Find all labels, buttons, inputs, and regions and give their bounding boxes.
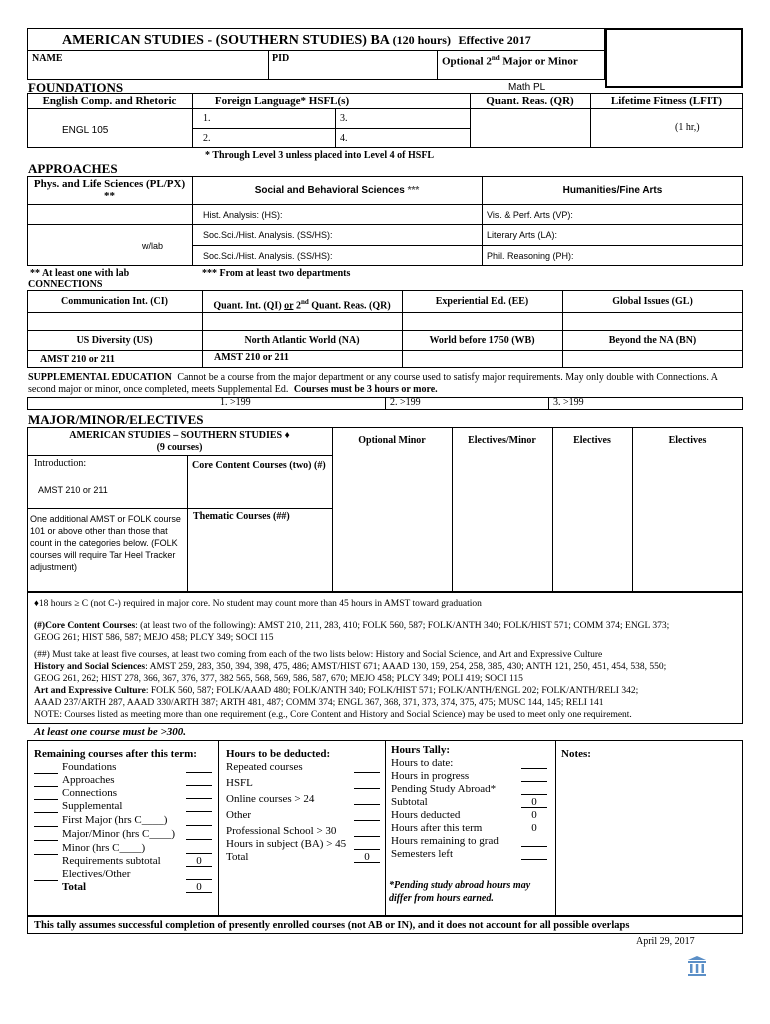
notes-label: Notes: (561, 748, 591, 760)
supp-slot-1: 1. >199 (220, 397, 251, 408)
conn-beyond-na: Beyond the NA (BN) (608, 335, 697, 346)
blank-left[interactable] (34, 762, 58, 774)
quant-reasoning-header: Quant. Reas. (QR) (486, 95, 574, 107)
sb-header-stars: *** (407, 185, 420, 196)
optional-major-label: Optional 2nd Major or Minor (442, 54, 578, 68)
approaches-title: APPROACHES (28, 161, 118, 176)
hours-in-progress-value[interactable] (521, 770, 547, 782)
blank-left[interactable] (34, 869, 58, 881)
total-value: 0 (186, 881, 212, 893)
blank-left[interactable] (34, 843, 58, 855)
hours-tally-title: Hours Tally: (391, 744, 450, 756)
thematic-label: Thematic Courses (##) (193, 511, 290, 522)
program-header: AMERICAN STUDIES – SOUTHERN STUDIES ♦ (69, 430, 290, 441)
remaining-major-minor: Major/Minor (hrs C____) (34, 828, 216, 842)
blank-right[interactable] (354, 777, 380, 789)
lfit-hours: (1 hr,) (675, 122, 700, 133)
deducted-total: Total 0 (226, 851, 382, 864)
sb-hist-analysis: Hist. Analysis: (HS): (203, 210, 283, 220)
title-hours: (120 hours) (392, 33, 451, 47)
footer-date: April 29, 2017 (636, 936, 695, 947)
blank-right[interactable] (186, 868, 212, 880)
assumption-text: This tally assumes successful completion of presently enrolled courses (not AB or IN), and it does not account for all possible overlaps (34, 920, 630, 931)
title-main: AMERICAN STUDIES - (SOUTHERN STUDIES) BA (62, 33, 390, 48)
core-content-courses-text: : (at least two of the following): AMST 210, 211, 283, 410; FOLK 560, 587; FOLK/ANTH 340; FOLK/HIST 571; COMM 374; ENGL 373; (135, 621, 670, 631)
blank-right[interactable] (354, 793, 380, 805)
note-core-content (34, 620, 669, 632)
blank-right[interactable] (186, 787, 212, 799)
major-title: MAJOR/MINOR/ELECTIVES (28, 412, 204, 427)
blank-left[interactable] (34, 775, 58, 787)
blank-right[interactable] (354, 838, 380, 850)
electives-header-2: Electives (668, 435, 707, 446)
ha-literary-arts: Literary Arts (LA): (487, 230, 558, 240)
deducted-subject: Hours in subject (BA) > 45 (226, 838, 382, 851)
deducted-other: Other (226, 809, 382, 825)
foreign-language-header: Foreign Language* HSFL(s) (214, 95, 350, 107)
supplemental-text2b: Courses must be 3 hours or more. (293, 384, 438, 395)
electives-header-1: Electives (573, 435, 611, 446)
english-comp-header: English Comp. and Rhetoric (42, 95, 177, 107)
remaining-connections: Connections (34, 787, 216, 800)
note-300-level: At least one course must be >300. (34, 726, 187, 738)
foundations-title: FOUNDATIONS (28, 80, 124, 95)
requirements-subtotal: Requirements subtotal 0 (34, 855, 216, 868)
sb-soc-sci-1: Soc.Sci./Hist. Analysis. (SS/HS): (203, 230, 333, 240)
semesters-left: Semesters left (391, 848, 551, 861)
remaining-approaches: Approaches (34, 774, 216, 787)
fl-slot-3: 3. (340, 113, 348, 124)
note-core-content-2: GEOG 261; HIST 586, 587; MEJO 458; PLCY 349; SOCI 115 (34, 633, 274, 643)
core-content-courses-label: (#)Core Content Courses (34, 621, 136, 631)
conn-global: Global Issues (GL) (612, 296, 693, 307)
connections-title: CONNECTIONS (28, 279, 103, 290)
hours-subtotal: Subtotal 0 (391, 796, 551, 809)
fl-slot-2: 2. (203, 133, 211, 144)
conn-quant-int: Quant. Int. (QI) or 2nd Quant. Reas. (QR) (213, 298, 391, 312)
english-course-value: ENGL 105 (62, 125, 109, 136)
conn-experiential: Experiential Ed. (EE) (435, 296, 529, 307)
hours-list (391, 757, 551, 861)
deducted-total-value: 0 (354, 851, 380, 863)
ha-vis-perf-arts: Vis. & Perf. Arts (VP): (487, 210, 573, 220)
blank-right[interactable] (186, 842, 212, 854)
sb-soc-sci-2: Soc.Sci./Hist. Analysis. (SS/HS): (203, 251, 333, 261)
remaining-title: Remaining courses after this term: (34, 748, 197, 760)
note-overlap: NOTE: Courses listed as meeting more than one requirement (e.g., Core Content and History and Social Science) may be used to meet only one requirement. (34, 710, 632, 720)
fl-slot-4: 4. (340, 133, 348, 144)
supplemental-text2a: second major or minor, once completed, meets Supplemental Ed. (28, 384, 289, 395)
blank-right[interactable] (186, 814, 212, 826)
blank-left[interactable] (34, 829, 58, 841)
blank-right[interactable] (354, 825, 380, 837)
remaining-supplemental: Supplemental (34, 800, 216, 814)
pid-label: PID (272, 53, 290, 64)
deducted-professional: Professional School > 30 (226, 825, 382, 838)
blank-right[interactable] (186, 761, 212, 773)
photo-box (605, 28, 743, 88)
social-behavioral-header (192, 184, 482, 197)
hours-to-date-value[interactable] (521, 757, 547, 769)
dept-note: *** From at least two departments (202, 268, 351, 279)
optional-minor-header: Optional Minor (358, 435, 426, 446)
intro-label: Introduction: (34, 458, 87, 469)
deducted-online: Online courses > 24 (226, 793, 382, 809)
req-subtotal-value: 0 (186, 855, 212, 867)
supp-slot-3: 3. >199 (553, 397, 584, 408)
math-pl-label: Math PL (508, 82, 546, 93)
art-expressive-label: Art and Expressive Culture (34, 686, 146, 696)
additional-course-text: One additional AMST or FOLK course 101 or above other than those that count in the categories below. (FOLK courses will require Tar Heel Tracker adjustment) (30, 514, 181, 572)
blank-right[interactable] (186, 828, 212, 840)
columns-logo-icon (686, 955, 708, 977)
history-social-text: : AMST 259, 283, 350, 394, 398, 475, 486; AMST/HIST 671; AAAD 130, 159, 254, 258, 385, 430; ANTH 121, 250, 451, 454, 538, 550; (145, 662, 667, 672)
remaining-foundations: Foundations (34, 761, 216, 774)
note-history-social-2: GEOG 261, 262; HIST 278, 366, 367, 376, 377, 382 565, 568, 569, 586, 587, 670; MEJO 458; PLCY 349; POLI 419; SOCI 115 (34, 674, 523, 684)
electives-minor-header: Electives/Minor (468, 435, 536, 446)
fl-slot-1: 1. (203, 113, 211, 124)
hours-after-term: Hours after this term 0 (391, 822, 551, 835)
wlab-label: w/lab (142, 241, 164, 251)
hours-deducted: Hours deducted 0 (391, 809, 551, 822)
hours-deducted-value: 0 (531, 809, 537, 821)
blank-left[interactable] (34, 788, 58, 800)
blank-right[interactable] (186, 800, 212, 812)
remaining-first-major: First Major (hrs C____) (34, 814, 216, 828)
hours-to-date: Hours to date: (391, 757, 551, 770)
hours-remaining-value[interactable] (521, 835, 547, 847)
hours-subtotal-value: 0 (521, 796, 547, 808)
supplemental-text1: Cannot be a course from the major department or any course used to satisfy major requirements. May only double with Connections. A (177, 372, 719, 383)
blank-right[interactable] (186, 774, 212, 786)
conn-us-diversity: US Diversity (US) (76, 335, 153, 346)
pending-study-abroad: Pending Study Abroad* (391, 783, 551, 796)
hsfl-note: * Through Level 3 unless placed into Level 4 of HSFL (205, 150, 435, 161)
supplemental-title: SUPPLEMENTAL EDUCATION (28, 372, 172, 383)
semesters-left-value[interactable] (521, 848, 547, 860)
sb-header-text: Social and Behavioral Sciences (254, 185, 405, 196)
lifetime-fitness-header: Lifetime Fitness (LFIT) (610, 95, 723, 107)
phys-life-header: Phys. and Life Sciences (PL/PX) (33, 178, 186, 190)
hours-in-progress: Hours in progress (391, 770, 551, 783)
pending-study-abroad-value[interactable] (521, 783, 547, 795)
deducted-hsfl: HSFL (226, 777, 382, 793)
ha-phil-reasoning: Phil. Reasoning (PH): (487, 251, 574, 261)
note-core-hours: ♦18 hours ≥ C (not C-) required in major core. No student may count more than 45 hours in AMST toward graduation (34, 599, 482, 609)
us-diversity-value: AMST 210 or 211 (40, 354, 115, 365)
remaining-total: Total 0 (34, 881, 216, 894)
hours-remaining: Hours remaining to grad (391, 835, 551, 848)
blank-left[interactable] (34, 815, 58, 827)
remaining-list (34, 761, 216, 894)
deducted-title: Hours to be deducted: (226, 748, 331, 760)
humanities-header: Humanities/Fine Arts (562, 185, 663, 196)
electives-other: Electives/Other (34, 868, 216, 881)
deducted-repeated: Repeated courses (226, 761, 382, 777)
phys-life-stars: ** (104, 190, 115, 202)
conn-world-1750: World before 1750 (WB) (429, 335, 535, 346)
note-art-expressive-2: AAAD 237/ARTH 287, AAAD 330/ARTH 387; ARTH 481, 487; COMM 374; ENGL 367, 368, 371, 373, 374, 375, 475; MUSC 144, 145; RELI 141 (34, 698, 604, 708)
north-atlantic-value: AMST 210 or 211 (214, 352, 289, 363)
title-effective: Effective 2017 (458, 33, 531, 47)
remaining-minor: Minor (hrs C____) (34, 842, 216, 855)
note-thematic: (##) Must take at least five courses, at least two coming from each of the two lists below: History and Social Science, and Art and Expressive Culture (34, 650, 603, 660)
program-subheader: (9 courses) (156, 442, 203, 453)
blank-right[interactable] (354, 809, 380, 821)
history-social-label: History and Social Sciences (34, 662, 146, 672)
lab-note: ** At least one with lab (30, 268, 130, 279)
name-label: NAME (32, 53, 63, 64)
hours-after-term-value: 0 (531, 822, 537, 834)
art-expressive-text: : FOLK 560, 587; FOLK/AAAD 480; FOLK/ANTH 340; FOLK/HIST 571; FOLK/ANTH/ENGL 202; FOLK/ANTH/RELI 342; (145, 686, 639, 696)
deducted-list (226, 761, 382, 864)
supplemental-line1 (28, 372, 718, 384)
page-title (62, 32, 531, 49)
conn-north-atlantic: North Atlantic World (NA) (244, 335, 360, 346)
pending-abroad-note: *Pending study abroad hours may differ from hours earned. (389, 880, 531, 904)
conn-communication: Communication Int. (CI) (61, 296, 168, 307)
blank-right[interactable] (354, 761, 380, 773)
intro-value: AMST 210 or 211 (38, 485, 108, 495)
supplemental-line2 (28, 384, 438, 396)
blank-left[interactable] (34, 801, 58, 813)
core-content-label: Core Content Courses (two) (#) (192, 460, 326, 471)
supp-slot-2: 2. >199 (390, 397, 421, 408)
